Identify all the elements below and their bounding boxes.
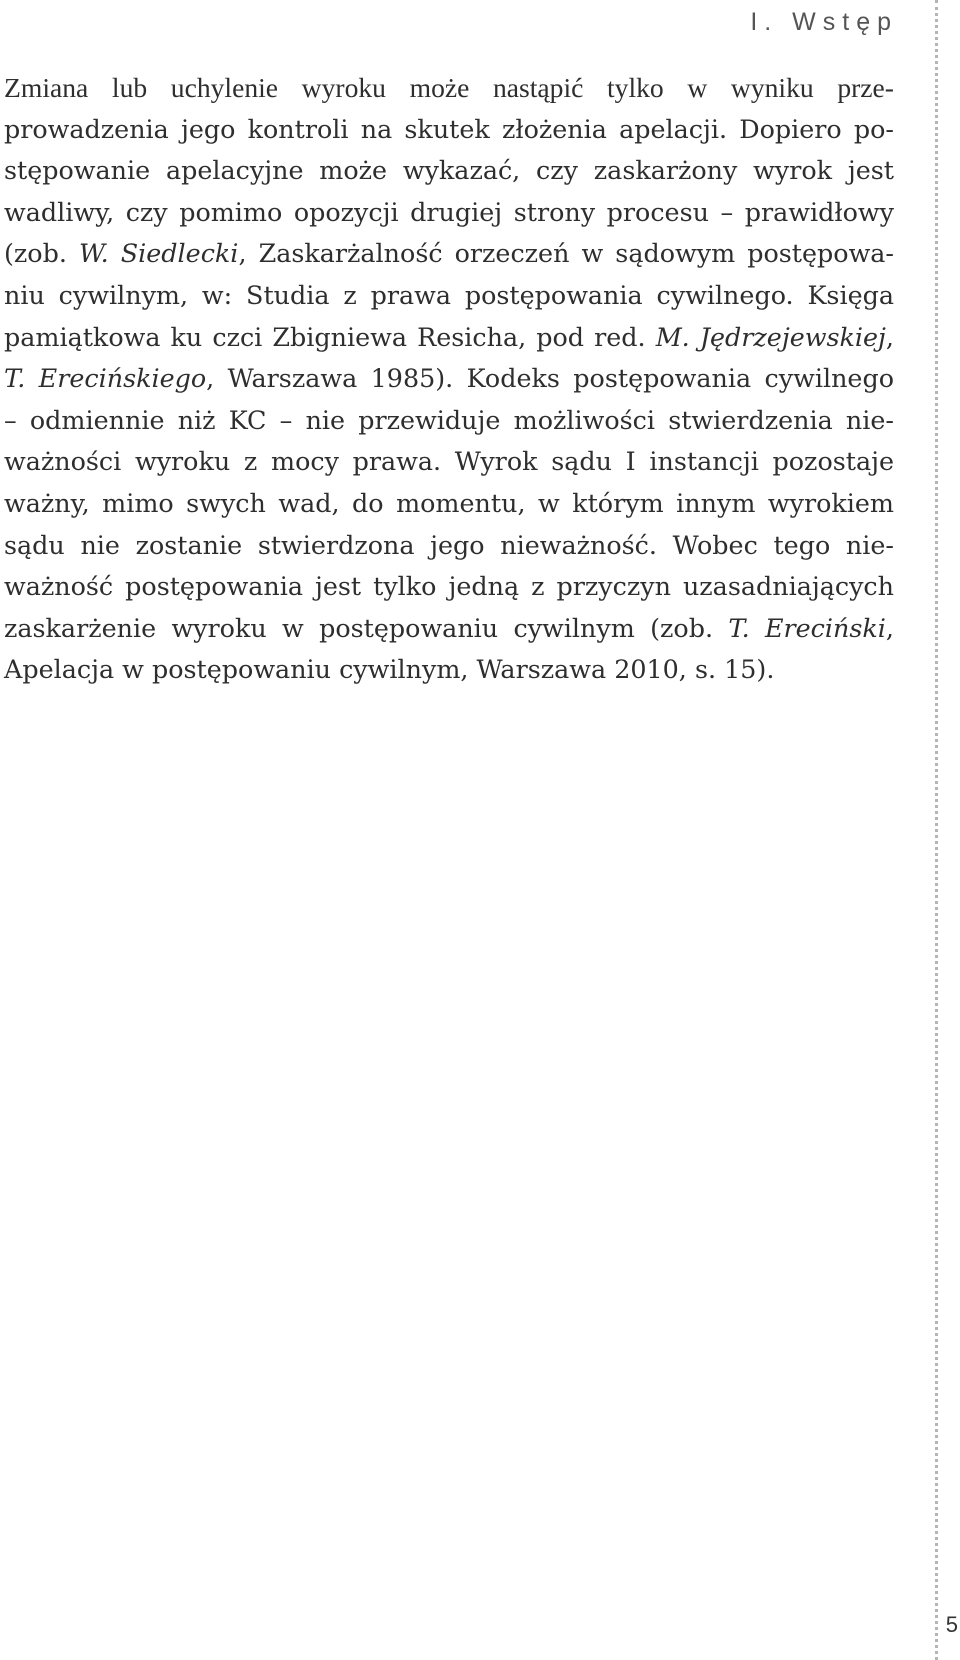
text-line: [4, 566, 894, 608]
text-segment: sądu nie zostanie stwierdzona jego nieważność. Wobec tego nie-: [4, 529, 894, 560]
text-line: [4, 358, 894, 400]
text-line: [4, 317, 894, 359]
text-segment: Apelacja w postępowaniu cywilnym, Warszawa 2010, s. 15).: [4, 654, 775, 685]
italic-author-name: M. Jędrzejewskiej: [655, 321, 886, 352]
text-line: [4, 233, 894, 275]
text-segment: ważny, mimo swych wad, do momentu, w którym innym wyrokiem: [4, 487, 894, 518]
text-segment: – odmiennie niż KC – nie przewiduje możliwości stwierdzenia nie-: [4, 404, 894, 435]
text-segment: zaskarżenie wyroku w postępowaniu cywilnym (zob.: [4, 612, 729, 643]
dotted-margin-rule: [935, 0, 938, 1660]
italic-author-name: T. Erecińskiego: [4, 363, 207, 394]
text-line: [4, 525, 894, 567]
text-segment: wadliwy, czy pomimo opozycji drugiej strony procesu – prawidłowy: [4, 196, 894, 227]
italic-author-name: W. Siedlecki: [78, 238, 239, 269]
text-segment: pamiątkowa ku czci Zbigniewa Resicha, pod red.: [4, 321, 656, 352]
text-segment: niu cywilnym, w: Studia z prawa postępowania cywilnego. Księga: [4, 279, 894, 310]
text-segment: , Zaskarżalność orzeczeń w sądowym postępowa-: [238, 238, 895, 269]
text-segment: ważność postępowania jest tylko jedną z przyczyn uzasadniających: [4, 571, 894, 602]
text-segment: , Warszawa 1985). Kodeks postępowania cywilnego: [206, 363, 894, 394]
text-line: [4, 400, 894, 442]
running-header: I. Wstęp: [750, 8, 898, 36]
text-segment: ,: [885, 612, 894, 643]
text-segment: Zmiana lub uchylenie wyroku może nastąpić tylko w wyniku prze-: [4, 72, 894, 103]
page-number: 5: [945, 1612, 958, 1637]
text-line: [4, 608, 894, 650]
text-line: [4, 109, 894, 151]
text-segment: ważności wyroku z mocy prawa. Wyrok sądu I instancji pozostaje: [4, 446, 894, 477]
text-line: [4, 649, 894, 691]
text-line: [4, 67, 894, 109]
text-segment: (zob.: [4, 238, 79, 269]
text-line: [4, 150, 894, 192]
text-segment: stępowanie apelacyjne może wykazać, czy zaskarżony wyrok jest: [4, 155, 894, 186]
text-line: [4, 192, 894, 234]
body-paragraph: [4, 67, 894, 691]
italic-author-name: T. Ereciński: [728, 612, 886, 643]
text-segment: prowadzenia jego kontroli na skutek złożenia apelacji. Dopiero po-: [4, 113, 894, 144]
text-line: [4, 483, 894, 525]
text-segment: ,: [885, 321, 894, 352]
text-line: [4, 275, 894, 317]
text-line: [4, 441, 894, 483]
